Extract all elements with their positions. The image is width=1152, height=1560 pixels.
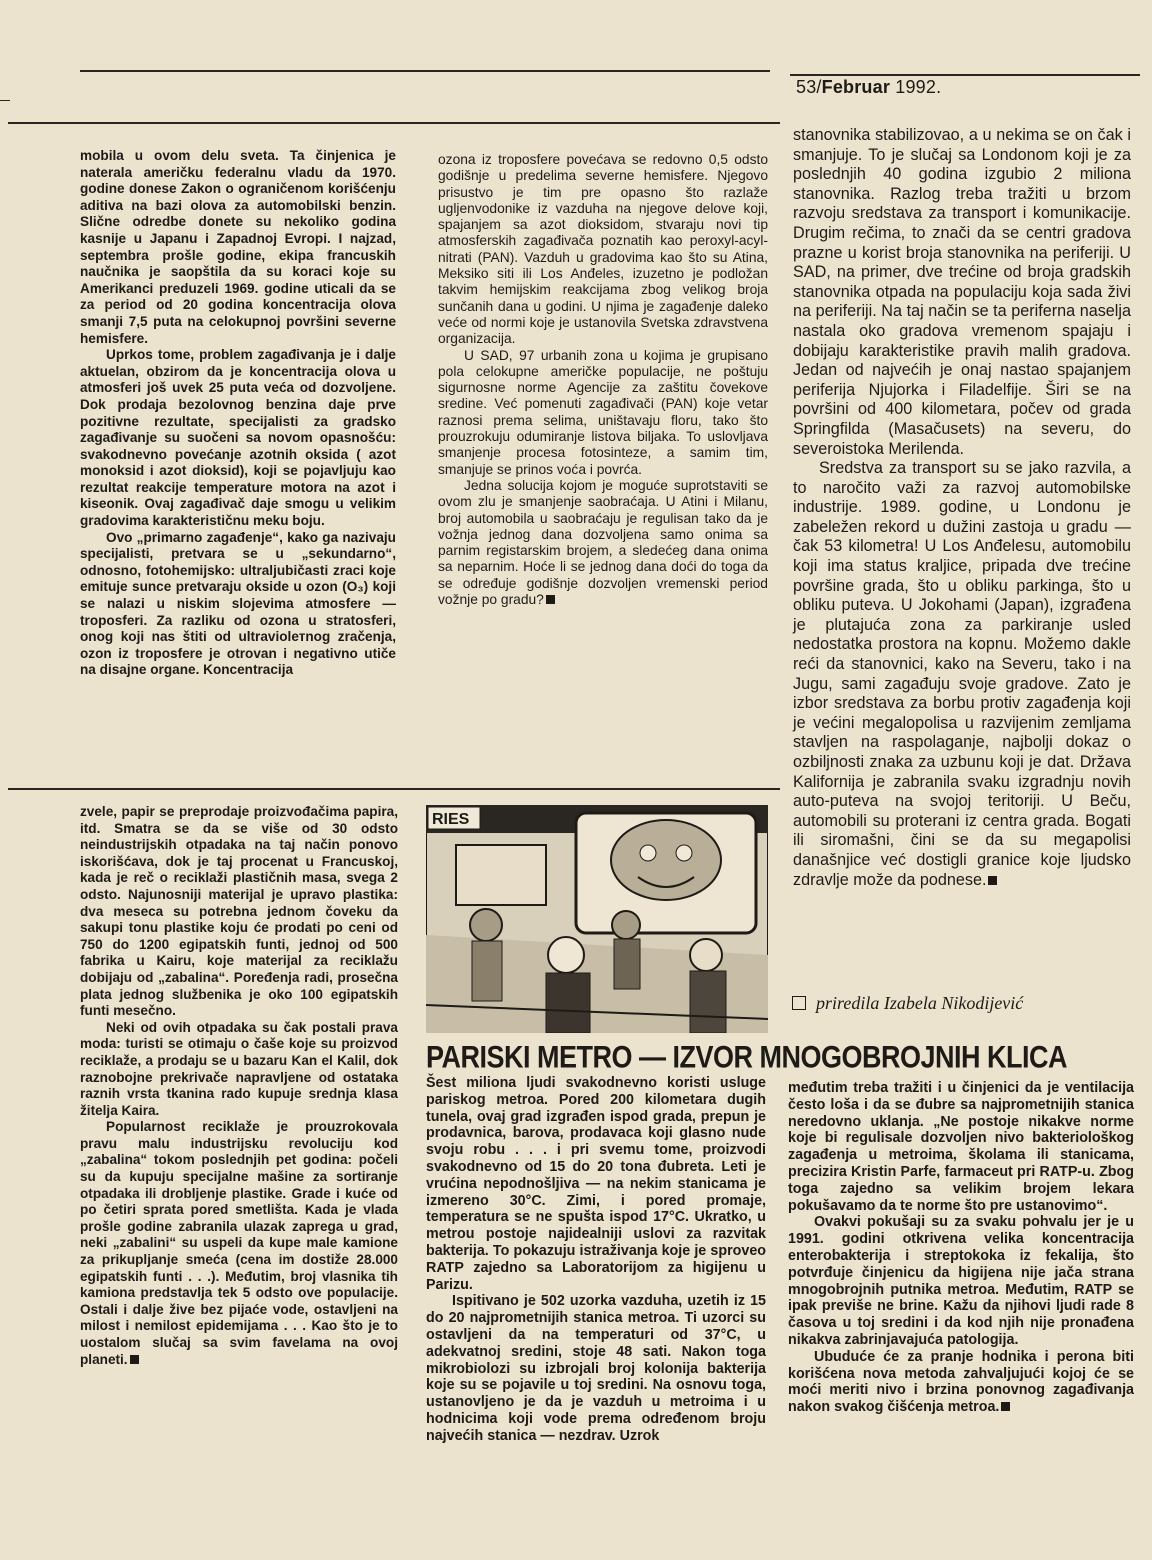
- issue-date: [796, 77, 941, 98]
- article2-column: [793, 126, 1131, 890]
- paragraph: zvele, papir se preprodaje proizvođačima papira, itd. Smatra se da se više od 30 odsto neindustrijskih otpadaka na taj način ponovo iskorišćava, dok je taj procenat u Francuskoj, kada je reč o reciklaži plastičnih masa, svega 2 odsto. Najunosniji materijal je upravo plastika: dva meseca su potrebna jednom čoveku da sakupi tonu plastike koju će prodati po ceni od 750 do 1200 egipatskih funti, jednoj od 500 fabrika u Kairu, koje materijal za reciklažu dobijaju od „zabalina“. Poređenja radi, prosečna plata jednog službenika je oko 100 egipatskih funti mesečno.: [80, 804, 398, 1019]
- metro-illustration: [426, 805, 768, 1033]
- end-mark-icon: [988, 876, 997, 885]
- byline: [792, 993, 1023, 1014]
- paragraph: Ovakvi pokušaji su za svaku pohvalu jer je u 1991. godini otkrivena velika koncentracija enterobakterija i streptokoka iz fekalija, što potvrđuje činjenicu da higijena nije jača strana mnogobrojnih putnika metroa. Međutim, RATP se ipak previše ne brine. Kažu da njihovi ljudi rade 8 časova u toj sredini i da kod njih nije pronađena nikakva zabrinjavajuća patologija.: [788, 1214, 1134, 1348]
- top-section-rule: [8, 122, 780, 124]
- illustration-caption: RIES: [432, 811, 470, 828]
- paragraph: [788, 1349, 1134, 1416]
- paragraph: Neki od ovih otpadaka su čak postali prava moda: turisti se otimaju o čaše koje su proizvod reciklaže, a prodaju se u bazaru Kan el Kalil, dok raznobojne prekrivače napravljene od ostataka raznih vrsta tkanina rado kupuje srednja klasa žitelja Kaira.: [80, 1019, 398, 1118]
- paragraph: Ispitivano je 502 uzorka vazduha, uzetih iz 15 do 20 najprometnijih stanica metroa. Ti uzorci su ostavljeni da na temperaturi od 37°C, u adekvatnoj sredini, stoje 48 sati. Nakon toga mikrobiolozi su izbrojali broj kolonija bakterija koje su se pojavile u toj sredini. Na osnovu toga, ustanovljeno je da je vazduh u metroima i u hodnicima koji vode prema određenom broju najvećih stanica — nezdrav. Uzrok: [426, 1293, 766, 1444]
- issue-year: 1992.: [895, 77, 942, 97]
- issue-month: Februar: [821, 77, 891, 97]
- paragraph: ozona iz troposfere povećava se redovno 0,5 odsto godišnje u predelima severne hemisfere. Njegovo prisustvo je tim pre opasno što razlaže ugljenvodonike iz vazduha na njegove delove koji, spajanjem sa azot dioksidom, stvaraju novi tip atmosferskih zagađivača poznatih kao peroxyl-acyl-nitrati (PAN). Vazduh u gradovima kao što su Atina, Meksiko siti ili Los Anđeles, izuzetno je podložan takvim hemijskim reakcijama zbog velikog broja sunčanih dana u godini. U njima je zagađenje daleko veće od normi koje je ustanovila Svetska zdravstvena organizacija.: [438, 152, 768, 347]
- paragraph: Uprkos tome, problem zagađivanja je i dalje aktuelan, obzirom da je koncentracija olova u atmosferi još uvek 25 puta veća od dozvoljene. Dok prodaja bezolovnog benzina daje prve pozitivne rezultate, specijalisti za gradsko zagađivanje su suočeni sa novom opasnošću: svakodnevno povećanje azotnih oksida ( azot monoksid i azot dioksid), koji se pojavljuju kao rezultat reakcije temperature motora na azot i kiseonik. Ovaj zagađivač daje smogu u velikim gradovima karakterističnu meku boju.: [80, 347, 396, 529]
- article4-column2: [788, 1080, 1134, 1416]
- paragraph-text: Sredstva za transport su se jako razvila, a to naročito važi za razvoj automobilske industrije. 1989. godine, u Londonu je zabeležen rekord u dužini zastoja u gradu — čak 53 kilometra! U Los Anđelesu, automobilu koji ima status kraljice, pripada dve trećine površine grada, što u obliku parkinga, što u obliku puteva. U Jokohami (Japan), izgrađena je plutajuća zona za parkiranje usled nedostatka prostora na kopnu. Možemo dakle reći da stanovnici, kako na Severu, tako i na Jugu, sami zagađuju svoje gradove. Zato je izbor sredstava za borbu protiv zagađenja koji je većini megalopolisa u razvijenim zemljama stavljen na raspolaganje, najbolji dokaz o ozbiljnosti znaka za uzbunu koji je dat. Država Kalifornija je zabranila svaku izgradnju novih auto-puteva na svojoj teritoriji. U Beču, automobili su proterani iz centra grada. Bogati ili siromašni, čini se da su megapolisi današnjice već dostigli granice koje ljudsko zdravlje može da podnese.: [793, 459, 1131, 889]
- end-mark-icon: [1001, 1402, 1010, 1411]
- article4-column1: [426, 1075, 766, 1445]
- paragraph: [80, 1119, 398, 1368]
- end-mark-icon: [546, 595, 555, 604]
- article3-column: [80, 804, 398, 1368]
- paragraph-text: Popularnost reciklaže je prouzrokovala pravu malu industrijsku revoluciju kod „zabalina“ tokom poslednjih pet godina: počeli su da kupuju specijalne mašine za sortiranje otpadaka ili drobljenje plastike. Grade i kuće od po četiri sprata pored smetlišta. Kada je vlada prošle godine zabranila ulazak zaprega u grad, neki „zabalini“ su uspeli da kupe male kamione za prikupljanje smeća (cena im dostiže 28.000 egipatskih funti . . .). Međutim, broj vlasnika tih kamiona predstavlja tek 5 odsto ove populacije. Ostali i dalje žive bez pijaće vode, ostavljeni na milost i nemilost epidemijama . . . Kao što je to uostalom slučaj sa svim favelama na ovoj planeti.: [80, 1119, 398, 1367]
- issue-number: 53/: [796, 77, 822, 97]
- paragraph: međutim treba tražiti i u činjenici da je ventilacija često loša i da se đubre sa najprometnijih stanica neredovno uklanja. „Ne postoje nikakve norme koje bi regulisale dozvoljen nivo bakteriološkog zagađenja u metroima, školama ili stanicama, precizira Kristin Parfe, farmaceut pri RATP-u. Zbog toga zajedno sa velikim brojem lekara pokušavamo da te norme što pre ustanovimo“.: [788, 1080, 1134, 1214]
- paragraph: [793, 459, 1131, 890]
- paragraph: mobila u ovom delu sveta. Ta činjenica je naterala američku federalnu vladu da 1970. godine donese Zakon o ograničenom korišćenju aditiva na bazi olova za automobilski benzin. Slične odredbe donete su nekoliko godina kasnije u Japanu i Zapadnoj Evropi. I najzad, septembra prošle godine, ekipa francuskih naučnika je saopštila da su koraci koje su Amerikanci preduzeli 1969. godine uticali da se za period od 20 godina koncentracija olova smanji 7,5 puta na celokupnoj površini severne hemisfere.: [80, 148, 396, 346]
- byline-box-icon: [792, 996, 806, 1010]
- paragraph: Ovo „primarno zagađenje“, kako ga nazivaju specijalisti, pretvara se u „sekundarno“, odnosno, fotohemijsko: ultraljubičasti zraci koje emituje sunce pretvaraju okside u ozon (O₃) koji se nalazi u niskim slojevima atmosfere — troposferi. Za razliku od ozona u stratosferi, onog koji nas štiti od ultraviolетnog zračenja, ozon iz troposfere je otrovan i negativno utiče na disajne organe. Koncentracija: [80, 529, 396, 678]
- mid-section-rule: [8, 788, 780, 790]
- paragraph: stanovnika stabilizovao, a u nekima se on čak i smanjuje. To je slučaj sa Londonom koji je za poslednjih 40 godina izgubio 2 miliona stanovnika. Razlog treba tražiti u brzom razvoju sredstava za transport i komunikacije. Drugim rečima, to znači da se centri gradova prazne u korist broja stanovnika na periferiji. U SAD, na primer, dve trećine od broja gradskih stanovnika otpada na populaciju koja sada živi na periferiji. Na taj način se ta periferna naselja nastala oko gradova vremenom spajaju i dobijaju karakteristike pravih malih gradova. Jedan od najvećih je onaj nastao spajanjem periferija Njujorka i Filadelfije. Širi se na površini od 400 kilometara, počev od grada Springfilda (Masačusets) na severu, do severoistoka Merilenda.: [793, 126, 1131, 458]
- paragraph: U SAD, 97 urbanih zona u kojima je grupisano pola celokupne američke populacije, ne poštuju sigurnosne norme Agencije za zaštitu čovekove sredine. Već pomenuti zagađivači (PAN) koje vetar raznosi prema selima, uništavaju floru, tako što prouzrokuju odumiranje listova biljaka. To uslovljava smanjenje procesa fotosinteze, a samim tim, smanjuje se prinos voća i povrća.: [438, 347, 768, 477]
- header-rule-left: [80, 70, 770, 72]
- article1-column2: [438, 152, 768, 608]
- end-mark-icon: [130, 1355, 139, 1364]
- header-rule-right: [790, 74, 1140, 76]
- left-edge-mark: [0, 100, 10, 101]
- paragraph: Šest miliona ljudi svakodnevno koristi usluge pariskog metroa. Pored 200 kilometara dugih tunela, ovaj grad izgrađen ispod grada, prepun je prodavnica, barova, prodavaca koji glasno nude svoju robu . . . i pri svemu tome, proizvodi svakodnevno od 15 do 20 tona đubreta. Leti je vrućina nepodnošljiva — na nekim stanicama je izmereno 30°C. Zimi, i pored promaje, temperatura se ne spušta ispod 17°C. Ukratko, u metrou postoje najidealniji uslovi za razvitak bakterija. To pokazuju istraživanja koje je sproveo RATP zajedno sa Laboratorijom za higijenu u Parizu.: [426, 1075, 766, 1293]
- paragraph-text: Ubuduće će za pranje hodnika i perona biti korišćena nova metoda zahvaljujući kojoj će se moći meriti nivo i brzina ponovnog zagađivanja nakon svakog čišćenja metroa.: [788, 1348, 1134, 1416]
- byline-text: priredila Izabela Nikodijević: [816, 993, 1024, 1013]
- paragraph: [438, 478, 768, 608]
- article4-title: PARISKI METRO — IZVOR MNOGOBROJNIH KLICA: [426, 1040, 1068, 1075]
- paragraph-text: Jedna solucija kojom je moguće suprotstaviti se ovom zlu je smanjenje saobraćaja. U Atini i Milanu, broj automobila u saobraćaju je regulisan tako da je vožnja jednog dana dozvoljena samo onima sa parnim registarskim brojem, a sledećeg dana onima sa neparnim. Hoće li se jednog dana doći do toga da se određuje godišnje dozvoljen vremenski period vožnje po gradu?: [438, 477, 768, 608]
- article1-column1: [80, 148, 396, 679]
